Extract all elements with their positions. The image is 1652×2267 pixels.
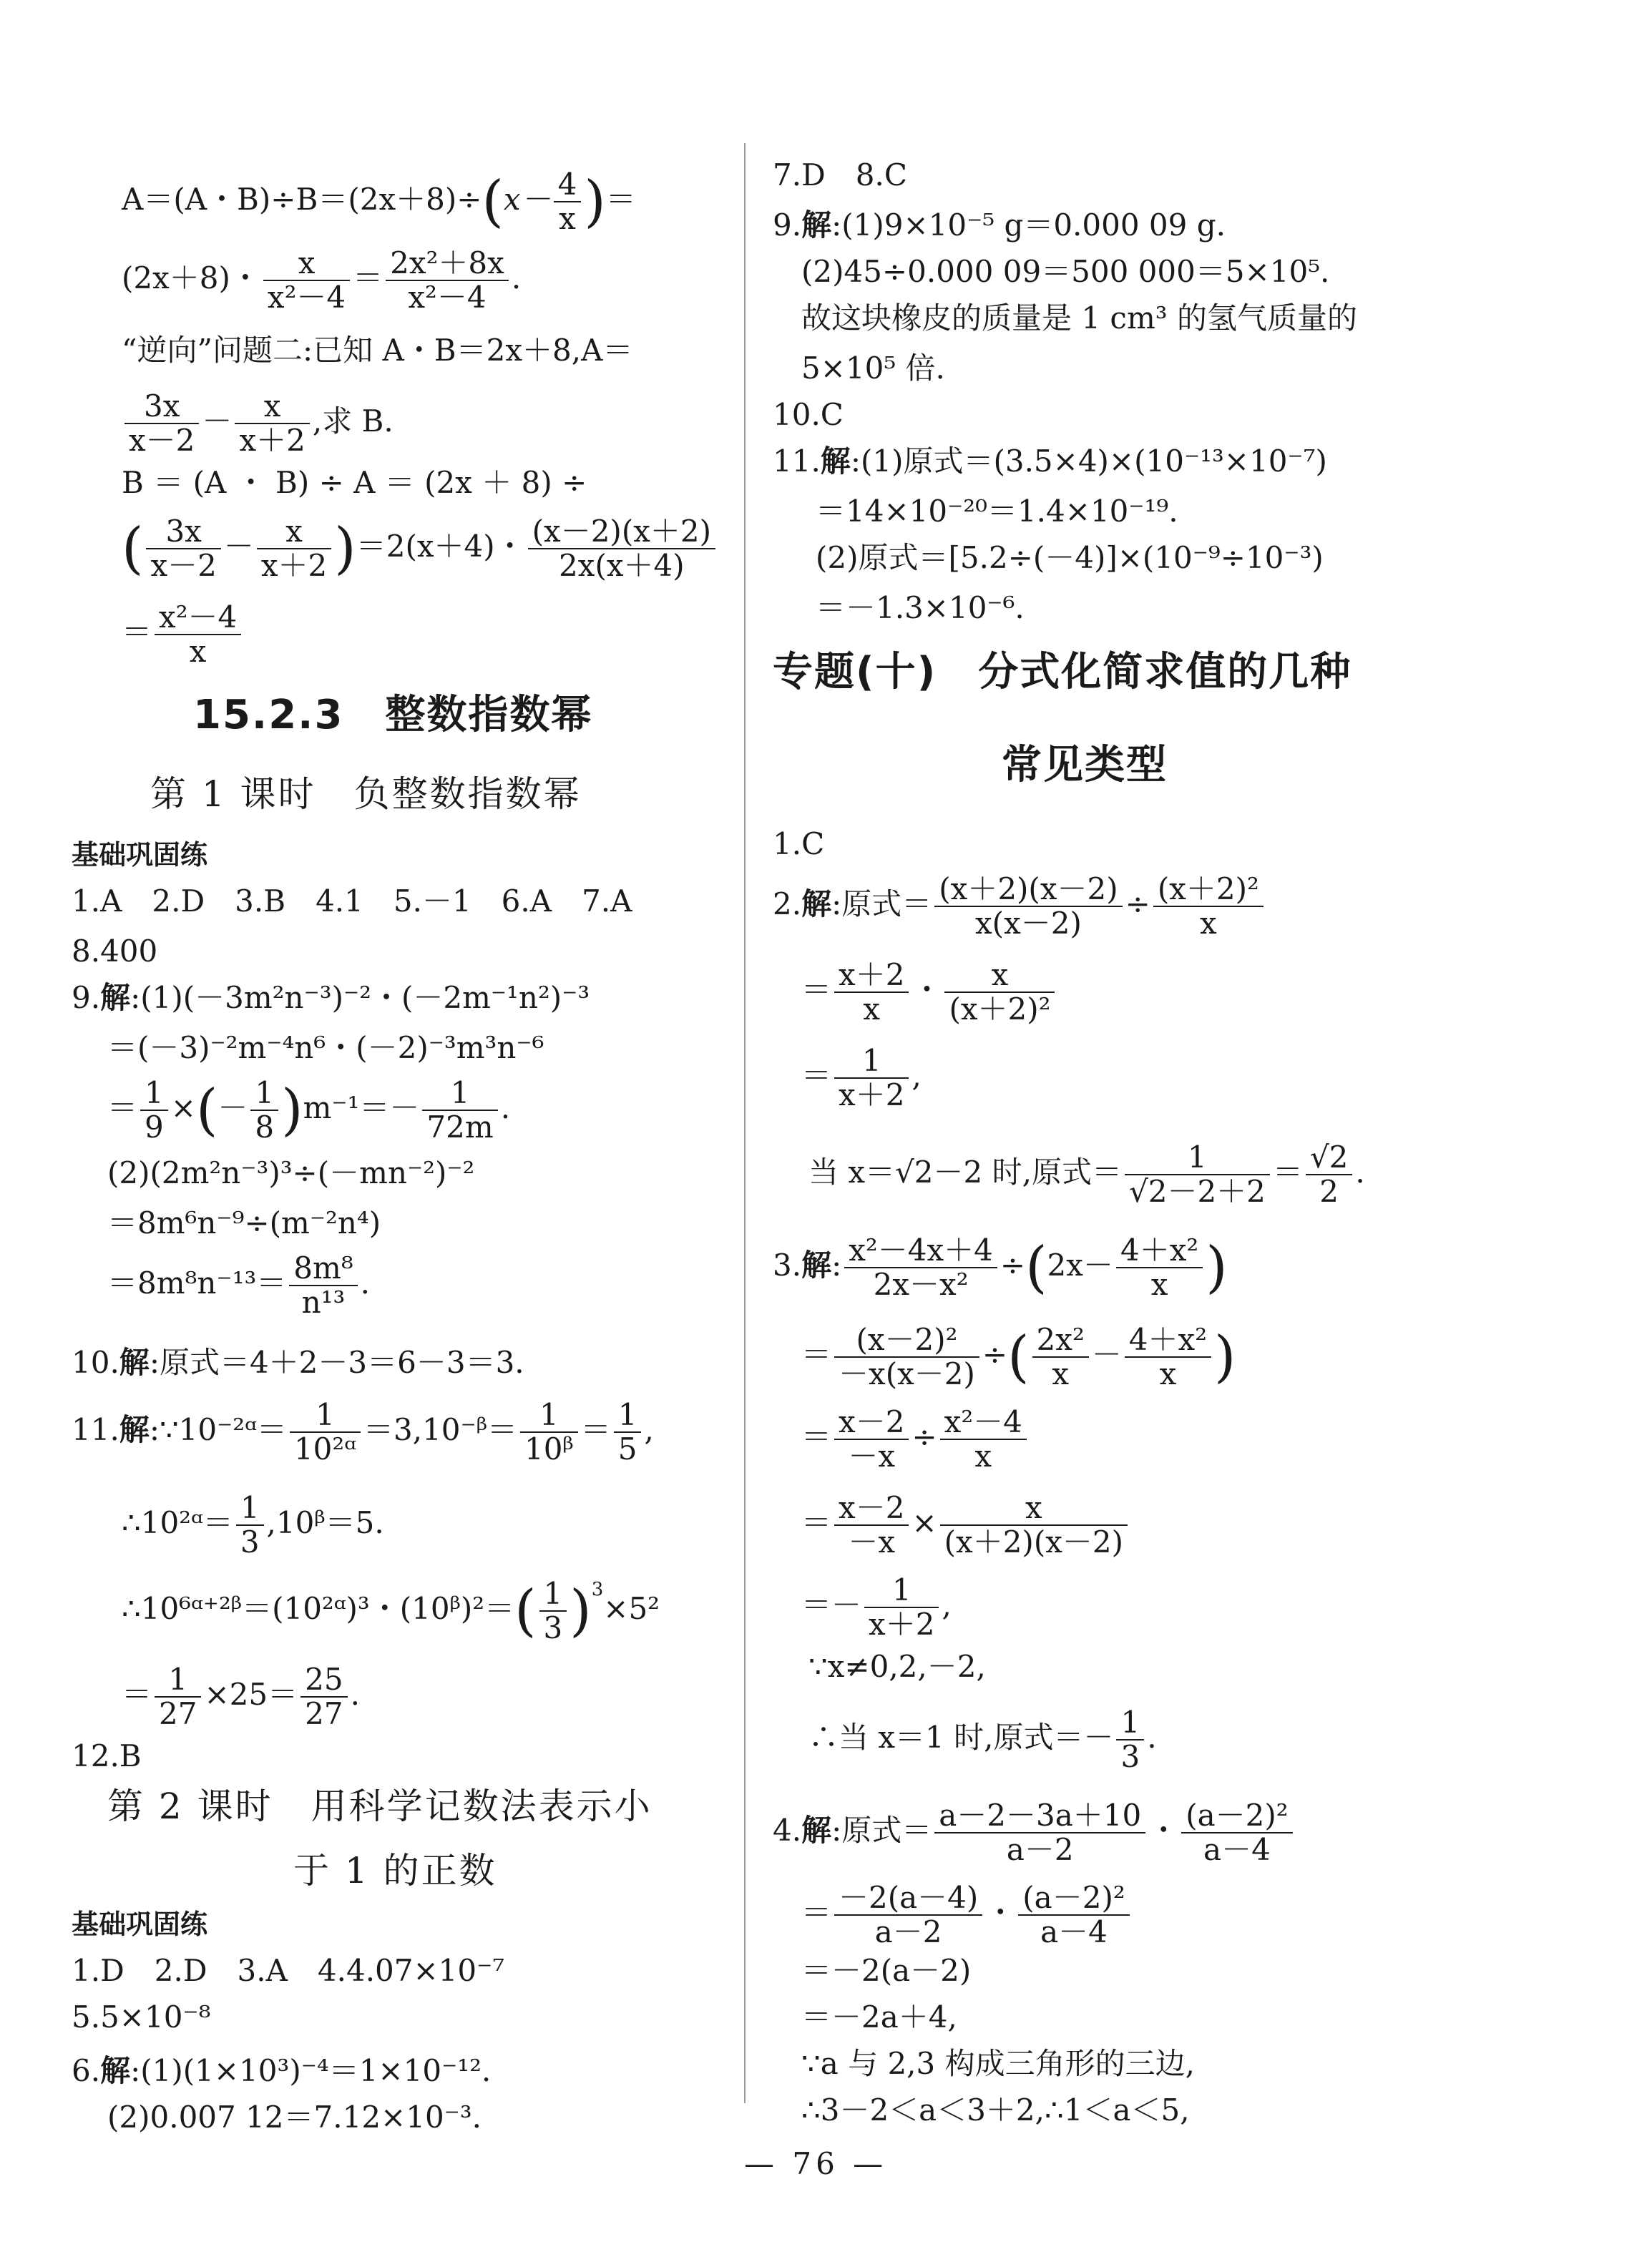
text: 解: [801, 1248, 832, 1283]
fraction: [155, 1663, 201, 1730]
answers2-line1: 1.D 2.D 3.A 4.4.07×10⁻⁷: [72, 1953, 505, 1988]
text: :(1)(1×10³)⁻⁴＝1×10⁻¹².: [130, 2053, 492, 2088]
text: ＝: [801, 1895, 832, 1930]
paren-close: ): [570, 1579, 592, 1643]
text: ＝: [353, 260, 383, 295]
denominator: x: [1159, 1356, 1177, 1391]
paren-close: ): [1206, 1235, 1228, 1300]
text: 4.: [773, 1813, 802, 1848]
numerator: a－2－3a＋10: [934, 1799, 1145, 1833]
denominator: (x＋2)²: [949, 991, 1051, 1027]
text: ,: [942, 1587, 952, 1622]
numerator: 4＋x²: [1116, 1234, 1203, 1268]
numerator: (x－2)²: [834, 1323, 979, 1358]
text: ＝: [801, 1337, 832, 1372]
section-title: 15.2.3 整数指数幂: [193, 692, 593, 738]
text: m⁻¹＝－: [303, 1090, 420, 1125]
numerator: x－2: [834, 1492, 909, 1526]
numerator: x: [940, 1492, 1128, 1526]
text: ＝－: [801, 1587, 862, 1622]
fraction: [1306, 1141, 1352, 1208]
denominator: n¹³: [301, 1285, 346, 1320]
numerator: 1: [422, 1077, 497, 1111]
text: ÷: [1125, 886, 1150, 921]
q9-line4: (2)(2m²n⁻³)³÷(－mn⁻²)⁻²: [107, 1155, 475, 1190]
eq-b-line2: [122, 515, 718, 582]
fraction: [300, 1663, 347, 1730]
fraction: [289, 1252, 357, 1319]
fraction: [386, 247, 509, 314]
denominator: x: [189, 634, 207, 669]
fraction: [864, 1574, 939, 1641]
denominator: x＋2: [260, 548, 328, 583]
text: 解: [100, 2053, 131, 2088]
text: ＝: [801, 1419, 832, 1454]
r-q11-line4: ＝－1.3×10⁻⁶.: [816, 590, 1025, 625]
paren-open: (: [1025, 1235, 1047, 1300]
t-q2-line1: [773, 873, 1266, 940]
denominator: x＋2: [839, 1077, 905, 1112]
numerator: 1: [155, 1663, 201, 1698]
eq-a-line2: [122, 247, 521, 314]
column-divider: [744, 143, 746, 2103]
lesson1-title: 第 1 课时 负整数指数幂: [150, 773, 582, 815]
numerator: 8m⁸: [289, 1252, 357, 1286]
denominator: a－4: [1040, 1914, 1108, 1949]
t-q4-line2: [801, 1881, 1133, 1949]
numerator: x: [235, 390, 309, 424]
q10: [72, 1345, 524, 1381]
lesson2-title-a: 第 2 课时 用科学记数法表示小: [107, 1786, 653, 1827]
text: ∴当 x＝1 时,原式＝－: [808, 1720, 1114, 1755]
paren-open: (: [195, 1078, 218, 1142]
fraction: [1125, 1323, 1211, 1391]
text: －: [202, 403, 233, 439]
text: ×25＝: [204, 1677, 298, 1712]
text: 解: [119, 1345, 150, 1380]
text: ＝8m⁸n⁻¹³＝: [107, 1265, 287, 1301]
topic-title-a: 专题(十) 分式化简求值的几种: [773, 649, 1352, 695]
t-q4-line5: ∵a 与 2,3 构成三角形的三边,: [801, 2046, 1195, 2081]
numerator: 1: [250, 1077, 278, 1111]
denominator: －x: [848, 1439, 896, 1474]
text: 2x－: [1047, 1248, 1113, 1283]
text: .: [500, 1090, 511, 1125]
q11-line2: [122, 1492, 384, 1559]
text: －: [1091, 1337, 1122, 1372]
text: :(1)(－3m²n⁻³)⁻²・(－2m⁻¹n²)⁻³: [130, 980, 590, 1015]
text: ＝: [801, 1058, 832, 1093]
numerator: x²－4x＋4: [844, 1234, 997, 1268]
fraction: [290, 1399, 361, 1466]
numerator: x²－4: [940, 1406, 1027, 1440]
text: ,求 B.: [312, 403, 394, 439]
text: x－: [503, 182, 551, 217]
fraction: [844, 1234, 997, 1301]
text: (2x＋8)・: [122, 260, 260, 295]
denominator: 8: [255, 1110, 275, 1145]
q11-line4: [122, 1663, 360, 1730]
denominator: 3: [1120, 1739, 1140, 1774]
fraction: [834, 1881, 982, 1949]
t-q4-line4: ＝－2a＋4,: [801, 1999, 957, 2035]
denominator: (x＋2)(x－2): [944, 1524, 1124, 1560]
numerator: 2x²: [1032, 1323, 1089, 1358]
numerator: 1: [1125, 1141, 1270, 1175]
fraction: [940, 1492, 1128, 1559]
paren-close: ): [584, 170, 606, 234]
text: “逆向”问题二:已知 A・B＝2x＋8,A＝: [122, 333, 633, 368]
denominator: x: [974, 1439, 992, 1474]
fraction: [1153, 873, 1264, 940]
denominator: a－4: [1203, 1832, 1271, 1867]
text: ÷: [982, 1337, 1008, 1372]
numerator: x＋2: [834, 959, 909, 993]
t-q3-line4: [801, 1492, 1130, 1559]
fraction: [140, 1077, 168, 1144]
denominator: x²－4: [408, 280, 487, 315]
denominator: x－2: [129, 423, 195, 458]
text: 6.: [72, 2053, 101, 2088]
t-q3-line1: [773, 1234, 1228, 1301]
denominator: 2x(x＋4): [559, 548, 685, 583]
text: .: [511, 260, 522, 295]
numerator: 3x: [124, 390, 199, 424]
fraction: [422, 1077, 497, 1144]
denominator: 27: [305, 1696, 343, 1731]
t-q4-line3: ＝－2(a－2): [801, 1953, 972, 1988]
eq-b-line3: [122, 601, 244, 668]
numerator: x－2: [834, 1406, 909, 1440]
fraction: [155, 601, 241, 668]
text: ,: [911, 1058, 922, 1093]
text: 11.: [773, 444, 821, 479]
q6-line2: (2)0.007 12＝7.12×10⁻³.: [107, 2100, 482, 2135]
eq-b-line1: [122, 465, 587, 501]
fraction: [834, 959, 909, 1026]
numerator: (a－2)²: [1018, 1881, 1129, 1916]
text: ＝: [122, 1677, 152, 1712]
denominator: 5: [617, 1431, 637, 1467]
lesson2-title-b: 于 1 的正数: [293, 1850, 497, 1891]
paren-close: ): [334, 516, 356, 581]
denominator: 2: [1319, 1174, 1339, 1209]
text: ×5²: [603, 1591, 660, 1626]
text: ÷: [999, 1248, 1026, 1283]
text: 当 x＝√2－2 时,原式＝: [808, 1155, 1122, 1190]
denominator: x²－4: [267, 280, 346, 315]
fraction: [940, 1406, 1027, 1473]
fraction: [124, 390, 199, 457]
answers2-line2: 5.5×10⁻⁸: [72, 1999, 211, 2035]
text: .: [350, 1677, 360, 1712]
numerator: 4: [554, 168, 582, 202]
text: ・: [911, 972, 942, 1007]
numerator: x: [263, 247, 350, 281]
page-number: — 76 —: [744, 2146, 888, 2181]
q11-line3: ∴10⁶ᵅ⁺²ᵝ＝(10²ᵅ)³・(10ᵝ)²＝( $\frac{1}{3}$ )$^3$×5²: [122, 1576, 660, 1645]
fraction: [834, 1044, 909, 1112]
denominator: a－2: [874, 1914, 942, 1949]
fraction: [1018, 1881, 1129, 1949]
paren-open: (: [1007, 1325, 1030, 1389]
text: ＝2(x＋4)・: [356, 529, 525, 564]
answers-line1: 1.A 2.D 3.B 4.1 5.－1 6.A 7.A: [72, 883, 632, 919]
reverse-question: [122, 333, 632, 368]
text: ＝: [801, 1505, 832, 1540]
topic-title-b: 常见类型: [1002, 742, 1168, 788]
text: ＝: [1272, 1155, 1303, 1190]
denominator: 3: [543, 1610, 563, 1645]
r-q9-line3: 故这块橡皮的质量是 1 cm³ 的氢气质量的: [801, 300, 1357, 336]
fraction: [1125, 1141, 1270, 1208]
text: ・: [1148, 1813, 1179, 1848]
denominator: 27: [159, 1696, 197, 1731]
denominator: －x: [848, 1524, 896, 1560]
denominator: x: [559, 201, 576, 236]
fraction: [944, 959, 1055, 1026]
text: ＝: [605, 182, 636, 217]
r-q11-line2: ＝14×10⁻²⁰＝1.4×10⁻¹⁹.: [816, 494, 1178, 529]
t-q3-line3: [801, 1406, 1030, 1473]
denominator: 72m: [426, 1110, 494, 1145]
text: ・: [985, 1895, 1016, 1930]
numerator: 2x²＋8x: [386, 247, 509, 281]
numerator: x: [257, 515, 331, 549]
fraction: [934, 1799, 1145, 1866]
denominator: －x(x－2): [839, 1356, 975, 1391]
text: 2.: [773, 886, 802, 921]
text: －: [223, 529, 254, 564]
text: .: [360, 1265, 371, 1301]
numerator: －2(a－4): [834, 1881, 982, 1916]
q12: 12.B: [72, 1738, 142, 1773]
numerator: 4＋x²: [1125, 1323, 1211, 1358]
fraction: [1181, 1799, 1292, 1866]
paren-open: (: [122, 516, 144, 581]
numerator: x: [944, 959, 1055, 993]
r-q9-line4: 5×10⁵ 倍.: [801, 351, 945, 386]
fraction: [1116, 1234, 1203, 1301]
t-q3-line5: [801, 1574, 952, 1641]
numerator: 1: [236, 1492, 264, 1526]
numerator: 3x: [146, 515, 220, 549]
fraction: [146, 515, 220, 582]
r-q11-line3: (2)原式＝[5.2÷(－4)]×(10⁻⁹÷10⁻³): [816, 540, 1324, 575]
denominator: 9: [145, 1110, 164, 1145]
denominator: x: [1200, 906, 1217, 941]
numerator: √2: [1306, 1141, 1352, 1175]
numerator: 1: [864, 1574, 939, 1608]
t-q3-line2: [801, 1323, 1236, 1391]
paren-close: ): [1214, 1325, 1236, 1389]
fraction: [1116, 1706, 1144, 1773]
text: 9.: [773, 207, 802, 243]
numerator: 25: [300, 1663, 347, 1698]
q11-line1: [72, 1399, 654, 1466]
q9-line2: ＝(－3)⁻²m⁻⁴n⁶・(－2)⁻³m³n⁻⁶: [107, 1030, 544, 1065]
t-q4-line1: [773, 1799, 1296, 1866]
text: ＝: [580, 1412, 611, 1447]
fraction: [539, 1577, 567, 1645]
t-q3-line7: [808, 1706, 1157, 1773]
r-q11-line1: [773, 444, 1327, 479]
text: 解: [100, 980, 131, 1015]
text: ＝: [107, 1090, 138, 1125]
text: ∴10⁶ᵅ⁺²ᵝ＝(10²ᵅ)³・(10ᵝ)²＝: [122, 1591, 515, 1626]
fraction: [528, 515, 715, 582]
text: ÷: [911, 1419, 937, 1454]
denominator: x－2: [150, 548, 217, 583]
text: 11.: [72, 1412, 119, 1447]
r-q9-line1: [773, 207, 1226, 243]
numerator: (x＋2)²: [1153, 873, 1264, 907]
text: ＝: [122, 615, 152, 650]
paren-open: (: [514, 1579, 537, 1643]
text: 解: [801, 886, 832, 921]
text: .: [1147, 1720, 1157, 1755]
q9-line6: [107, 1252, 370, 1319]
text: :原式＝4＋2－3＝6－3＝3.: [149, 1345, 524, 1380]
text: ,10ᵝ＝5.: [266, 1505, 384, 1540]
t-q2-line4: [808, 1141, 1365, 1208]
q9-line5: ＝8m⁶n⁻⁹÷(m⁻²n⁴): [107, 1205, 381, 1240]
denominator: a－2: [1006, 1832, 1074, 1867]
text: 9.: [72, 980, 101, 1015]
denominator: x＋2: [869, 1607, 935, 1642]
q9-line3: [107, 1077, 510, 1144]
denominator: x: [1052, 1356, 1069, 1391]
paren-close: ): [281, 1078, 303, 1142]
text: ∴10²ᵅ＝: [122, 1505, 233, 1540]
basic-practice-heading-2: 基础巩固练: [72, 1909, 208, 1940]
text: .: [1355, 1155, 1365, 1190]
numerator: 1: [1116, 1706, 1144, 1740]
eq-a-line1: [122, 168, 636, 235]
fraction: [257, 515, 331, 582]
text: 3.: [773, 1248, 802, 1283]
numerator: 1: [290, 1399, 361, 1433]
text: :∵10⁻²ᵅ＝: [149, 1412, 287, 1447]
numerator: 1: [539, 1577, 567, 1612]
fraction: [614, 1399, 642, 1466]
r-q10: 10.C: [773, 397, 844, 432]
numerator: (a－2)²: [1181, 1799, 1292, 1833]
text: 解: [119, 1412, 150, 1447]
text: ＝: [801, 972, 832, 1007]
denominator: 3: [240, 1524, 260, 1560]
numerator: (x＋2)(x－2): [934, 873, 1122, 907]
text: :(1)原式＝(3.5×4)×(10⁻¹³×10⁻⁷): [850, 444, 1327, 479]
fraction: [263, 247, 350, 314]
numerator: 1: [834, 1044, 909, 1079]
fraction: [236, 1492, 264, 1559]
denominator: 10²ᵅ: [293, 1431, 357, 1467]
text: －: [218, 1090, 248, 1125]
numerator: 1: [520, 1399, 578, 1433]
text: ＝3,10⁻ᵝ＝: [363, 1412, 517, 1447]
numerator: 1: [614, 1399, 642, 1433]
text: ×: [911, 1505, 937, 1540]
fraction: [520, 1399, 578, 1466]
numerator: (x－2)(x＋2): [528, 515, 715, 549]
basic-practice-heading: 基础巩固练: [72, 839, 208, 871]
text: 解: [801, 207, 832, 243]
denominator: x(x－2): [975, 906, 1082, 941]
fraction: [235, 390, 309, 457]
text: :原式＝: [831, 1813, 932, 1848]
fraction: [1032, 1323, 1089, 1391]
q9-line1: [72, 980, 590, 1016]
r-q9-line2: (2)45÷0.000 09＝500 000＝5×10⁵.: [801, 254, 1330, 289]
text: :: [831, 1248, 842, 1283]
fraction: [834, 1323, 979, 1391]
t-q1: 1.C: [773, 826, 825, 861]
fraction: [934, 873, 1122, 940]
text: :(1)9×10⁻⁵ g＝0.000 09 g.: [831, 207, 1226, 243]
text: 10.: [72, 1345, 119, 1380]
t-q3-line6: ∵x≠0,2,－2,: [808, 1649, 986, 1684]
denominator: 10ᵝ: [524, 1431, 574, 1467]
numerator: x²－4: [155, 601, 241, 635]
text: 解: [820, 444, 851, 479]
text: 解: [801, 1813, 832, 1848]
fraction: [554, 168, 582, 235]
r-answers-7-8: 7.D 8.C: [773, 157, 907, 192]
t-q2-line3: [801, 1044, 922, 1112]
text: :原式＝: [831, 886, 932, 921]
denominator: √2－2＋2: [1128, 1174, 1266, 1209]
text: B ＝ (A ・ B) ÷ A ＝ (2x ＋ 8) ÷: [122, 465, 587, 500]
t-q4-line6: ∴3－2＜a＜3＋2,∴1＜a＜5,: [801, 2092, 1190, 2128]
numerator: 1: [140, 1077, 168, 1111]
paren-open: (: [482, 170, 504, 234]
fraction: [834, 1492, 909, 1559]
fraction: [250, 1077, 278, 1144]
denominator: x＋2: [239, 423, 306, 458]
text: ×: [170, 1090, 196, 1125]
t-q2-line2: [801, 959, 1057, 1026]
denominator: x: [1150, 1267, 1168, 1302]
eq-a-def: [122, 390, 394, 457]
denominator: x: [863, 991, 881, 1027]
text: A＝(A・B)÷B＝(2x＋8)÷: [122, 182, 482, 217]
denominator: 2x－x²: [873, 1267, 969, 1302]
text: ,: [644, 1412, 654, 1447]
answers-line2: 8.400: [72, 934, 158, 969]
q6-line1: [72, 2053, 491, 2089]
fraction: [834, 1406, 909, 1473]
